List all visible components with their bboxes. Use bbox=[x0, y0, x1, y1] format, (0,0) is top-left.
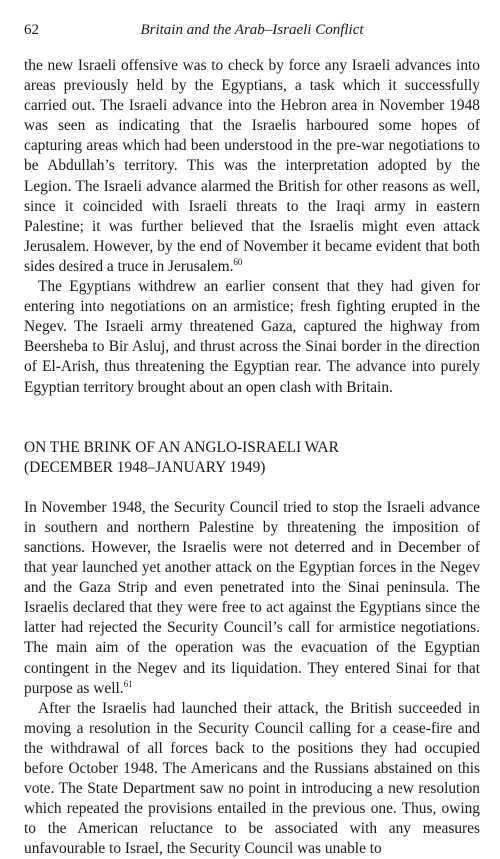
body-text bbox=[24, 56, 480, 859]
running-title: Britain and the Arab–Israeli Conflict bbox=[140, 22, 364, 38]
paragraph-security-council: In November 1948, the Security Council tried to stop the Israeli advance in southern and northern Palestine by threatening the imposition of sanctions. However, the Israelis were not deterred and in December of that year launched yet another attack on the Egyptian forces in the Negev and the Gaza Strip and even penetrated into the Sinai peninsula. The Israelis declared that they were free to act against the Egyptians since the latter had rejected the Security Council’s call for armistice negotiations. The main aim of the operation was the evacuation of the Egyptian contingent in the Negev and its liquidation. They entered Sinai for that purpose as well.$^{61}$ bbox=[24, 498, 480, 697]
footnote-ref-60[interactable]: 60 bbox=[233, 256, 243, 267]
section-heading-line-2: (DECEMBER 1948–JANUARY 1949) bbox=[24, 458, 266, 476]
paragraph-british-resolution: After the Israelis had launched their attack, the British succeeded in moving a resolution in the Security Council calling for a cease-fire and the withdrawal of all forces back to the positions they had occupied before October 1948. The Americans and the Russians abstained on this vote. The State Department saw no point in introducing a new resolution which repeated the provisions entailed in the previous one. Thus, owing to the American reluctance to be associated with any measures unfavourable to Israel, the Security Council was unable to bbox=[24, 699, 480, 858]
footnote-ref-61[interactable]: 61 bbox=[123, 678, 133, 689]
section-heading-line-1: ON THE BRINK OF AN ANGLO-ISRAELI WAR bbox=[24, 438, 339, 456]
section-heading bbox=[24, 438, 480, 478]
running-head bbox=[24, 20, 480, 40]
paragraph-continued: the new Israeli offensive was to check by force any Israeli advances into areas previously held by the Egyptians, a task which it successfully carried out. The Israeli advance into the Hebron area in November 1948 was seen as indicating that the Israelis harboured some hopes of capturing areas which had been understood in the pre-war negotiations to be Abdullah’s territory. This was the interpretation adopted by the Legion. The Israeli advance alarmed the British for other reasons as well, since it coincided with Israeli threats to the Iraqi army in eastern Palestine; it was further believed that the Israelis might even attack Jerusalem. However, by the end of November it became evident that both sides desired a truce in Jerusalem.$^{60}$ bbox=[24, 57, 480, 275]
book-page bbox=[24, 20, 480, 859]
page-number: 62 bbox=[24, 22, 39, 38]
paragraph-egyptian-withdrawal: The Egyptians withdrew an earlier consent that they had given for entering into negotiations on an armistice; fresh fighting erupted in the Negev. The Israeli army threatened Gaza, captured the highway from Beersheba to Bir Asluj, and thrust across the Sinai border in the direction of El-Arish, thus threatening the Egyptian rear. The advance into purely Egyptian territory brought about an open clash with Britain. bbox=[24, 278, 480, 396]
